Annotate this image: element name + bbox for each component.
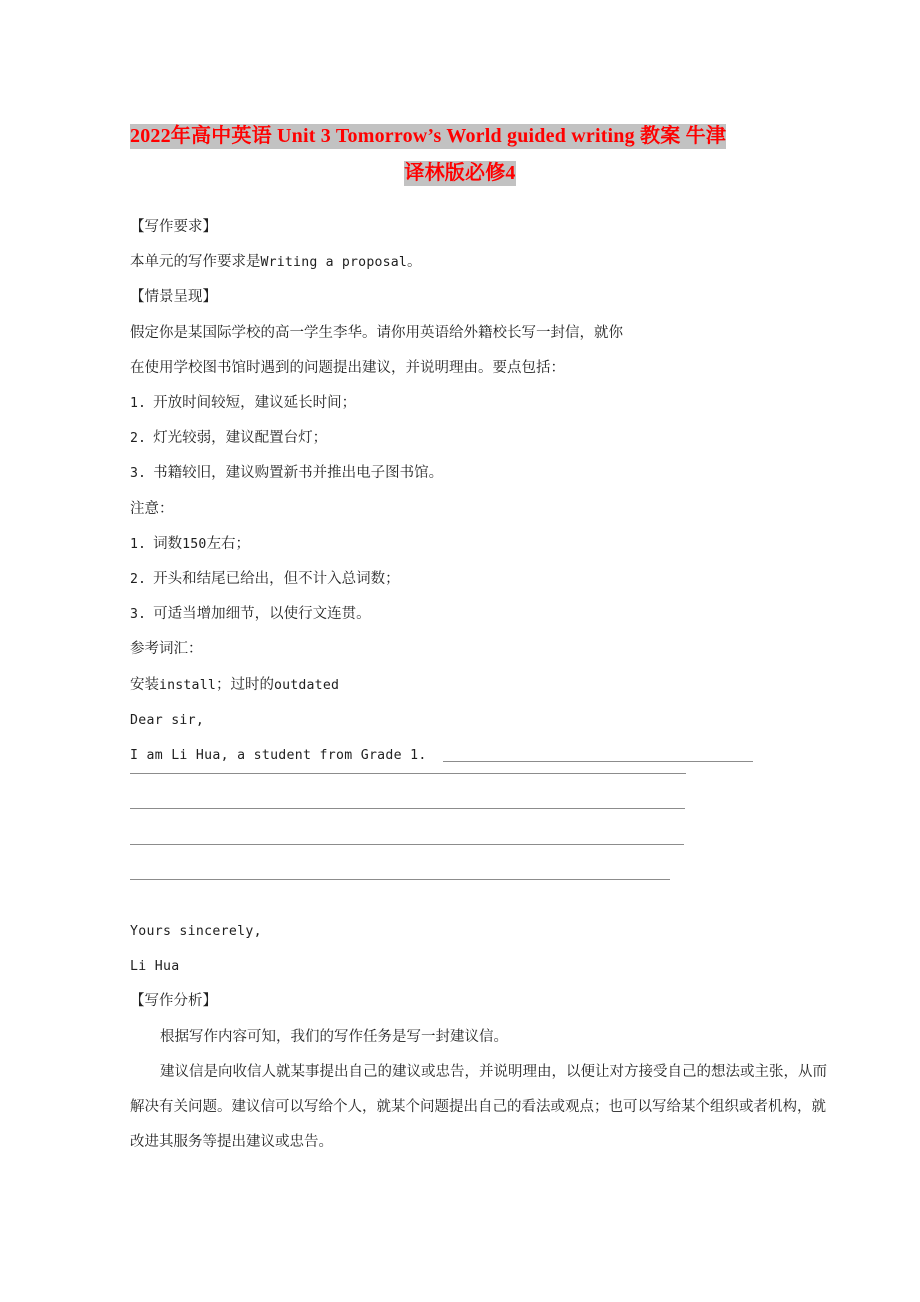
- scenario-line-2: 在使用学校图书馆时遇到的问题提出建议，并说明理由。要点包括：: [130, 359, 565, 376]
- vocab-cn-1: 安装: [130, 676, 159, 693]
- requirement-item-1-text: 开放时间较短，建议延长时间；: [153, 395, 357, 412]
- requirement-item-2: [130, 421, 830, 456]
- answer-blank-row-5: [130, 879, 830, 914]
- answer-blank-row-4: [130, 844, 830, 879]
- answer-blank-line-4[interactable]: [130, 844, 684, 845]
- answer-blank-line-3[interactable]: [130, 808, 685, 809]
- answer-blank-row-2: [130, 773, 830, 808]
- writing-requirement-text: [130, 245, 830, 280]
- notes-heading: 注意：: [130, 500, 174, 517]
- requirement-item-1-number: 1.: [130, 396, 146, 412]
- note-item-3: [130, 597, 830, 632]
- requirement-item-2-text: 灯光较弱，建议配置台灯；: [153, 430, 328, 447]
- note-item-2-text: 开头和结尾已给出，但不计入总词数；: [153, 571, 400, 588]
- document-title: [130, 118, 790, 192]
- answer-blank-row-3: [130, 808, 830, 843]
- vocab-en-2: outdated: [273, 677, 340, 693]
- scenario-line-1: 假定你是某国际学校的高一学生李华。请你用英语给外籍校长写一封信，就你: [130, 324, 623, 341]
- scenario-heading: 【情景呈现】: [130, 289, 217, 306]
- vocab-en-1: install: [159, 677, 216, 693]
- note-item-1: [130, 527, 830, 562]
- writing-requirement-heading: 【写作要求】: [130, 219, 217, 235]
- note-item-1-text-a: 词数: [153, 535, 183, 552]
- note-item-3-text: 可适当增加细节，以使行文连贯。: [153, 606, 371, 623]
- writing-requirement-en: Writing a proposal: [260, 255, 408, 271]
- writing-requirement-period: 。: [407, 254, 422, 271]
- letter-salutation: Dear sir,: [130, 712, 205, 728]
- letter-opening-line: [130, 738, 830, 773]
- requirement-item-3-number: 3.: [130, 466, 146, 482]
- analysis-paragraph-1: 根据写作内容可知，我们的写作任务是写一封建议信。: [160, 1028, 508, 1045]
- vocabulary-heading: 参考词汇：: [130, 641, 203, 658]
- answer-blank-line-1[interactable]: [443, 761, 753, 762]
- title-line-1-text: 2022年高中英语 Unit 3 Tomorrow’s World guided writing 教案 牛津: [130, 125, 727, 147]
- note-item-1-text-b: 左右；: [206, 535, 251, 552]
- writing-requirement-cn: 本单元的写作要求是: [130, 254, 261, 271]
- letter-closing: Yours sincerely,: [130, 924, 262, 939]
- note-item-3-number: 3.: [130, 607, 146, 623]
- requirement-item-3: [130, 456, 830, 491]
- analysis-paragraph-2: 建议信是向收信人就某事提出自己的建议或忠告，并说明理由，以便让对方接受自己的想法或主张，从而解决有关问题。建议信可以写给个人，就某个问题提出自己的看法或观点；也可以写给某个组织或者机构，就改进其服务等提出建议或忠告。: [130, 1063, 827, 1151]
- document-body: [130, 210, 830, 1160]
- answer-blank-line-5[interactable]: [130, 879, 670, 880]
- requirement-item-2-number: 2.: [130, 431, 146, 447]
- vocab-cn-2: 过时的: [230, 676, 274, 693]
- letter-signature: Li Hua: [130, 959, 180, 975]
- title-line-1: [130, 118, 790, 155]
- note-item-2: [130, 562, 830, 597]
- title-line-2: [130, 155, 790, 192]
- title-line-2-text: 译林版必修4: [404, 162, 516, 184]
- vocab-separator: ；: [215, 676, 231, 693]
- note-item-1-number: 1.: [130, 536, 146, 552]
- note-item-2-number: 2.: [130, 572, 146, 588]
- note-item-1-count: 150: [182, 536, 207, 552]
- requirement-item-3-text: 书籍较旧，建议购置新书并推出电子图书馆。: [153, 465, 444, 482]
- requirement-item-1: [130, 386, 830, 421]
- analysis-heading: 【写作分析】: [130, 993, 217, 1010]
- answer-blank-line-2[interactable]: [130, 773, 686, 774]
- letter-opening-text: I am Li Hua, a student from Grade 1.: [130, 748, 427, 764]
- vocabulary-line: [130, 668, 830, 703]
